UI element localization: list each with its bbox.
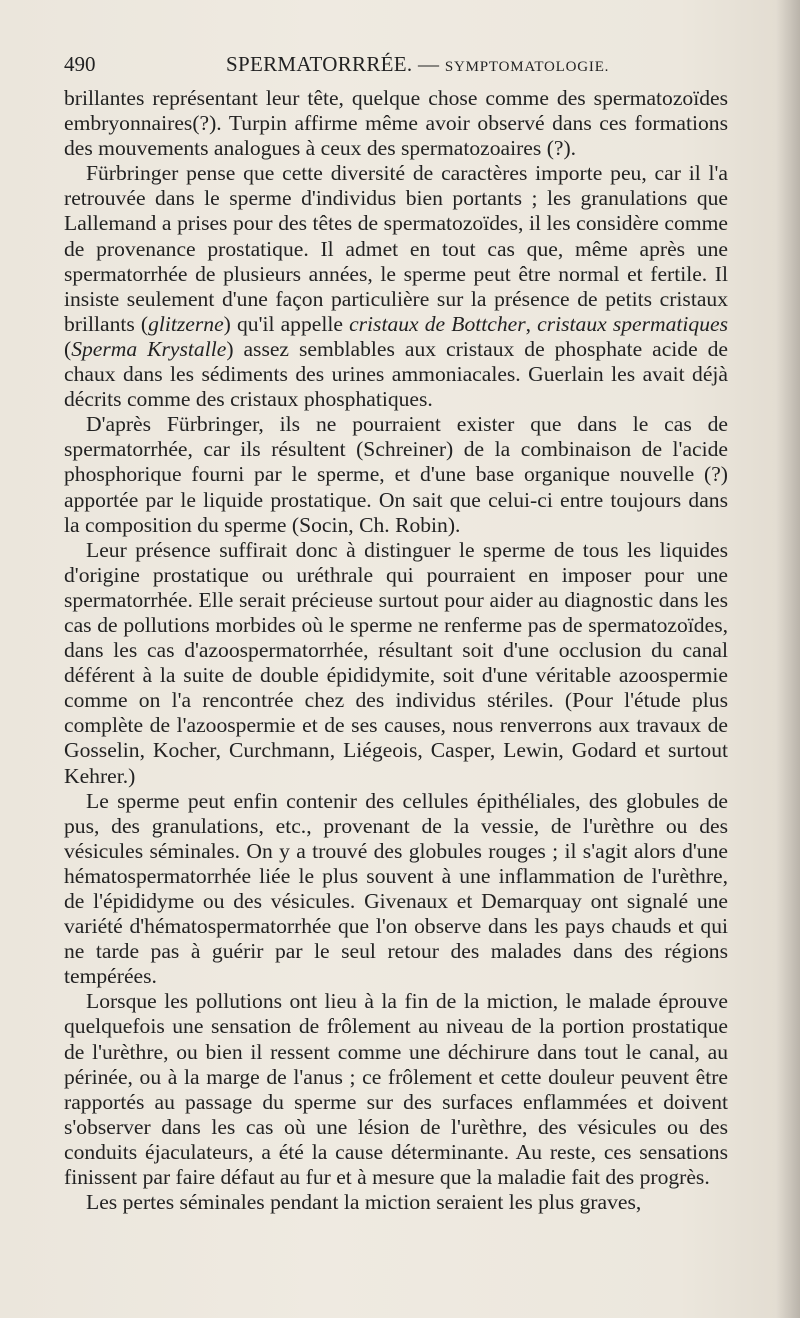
text-run: brillantes représentant leur tête, quelque chose comme des spermatozoïdes embryonnaires(?). Turpin affirme même avoir observé dans ces formations des mouvements analogues à ceux des spermatozoaires (?). <box>64 86 728 161</box>
running-header <box>64 52 728 82</box>
text-run: , <box>525 311 538 336</box>
page-number: 490 <box>64 52 96 76</box>
italic-term: cristaux spermatiques <box>537 311 728 336</box>
text-run: D'après Fürbringer, ils ne pourraient exister que dans le cas de spermatorrhée, car ils résultent (Schreiner) de la combinaison de l'acide phosphorique fourni par le sperme, et d'une base organique nouvelle (?) apportée par le liquide prostatique. On sait que celui-ci entre toujours dans la composition du sperme (Socin, Ch. Robin). <box>64 412 728 537</box>
paragraph <box>64 989 728 1190</box>
paragraph <box>64 1190 728 1215</box>
text-run: Fürbringer pense que cette diversité de caractères importe peu, car il l'a retrouvée dans le sperme d'individus bien portants ; les granulations que Lallemand a prises pour des têtes de spermatozoïdes, il les considère comme de provenance prostatique. Il admet en tout cas que, même après une spermatorrhée de plusieurs années, le sperme peut être normal et fertile. Il insiste seulement d'une façon particulière sur la présence de petits cristaux brillants ( <box>64 161 728 336</box>
text-run: Lorsque les pollutions ont lieu à la fin de la miction, le malade éprouve quelquefois une sensation de frôlement au niveau de la portion prostatique de l'urèthre, ou bien il ressent comme une déchirure dans tout le canal, au périnée, ou à la marge de l'anus ; ce frôlement et cette douleur peuvent être rapportés au passage du sperme sur des surfaces enflammées et doivent s'observer dans les cas où une lésion de l'urèthre, des vésicules ou des conduits éjaculateurs, a été la cause déterminante. Au reste, ces sensations finissent par faire défaut au fur et à mesure que la maladie fait des progrès. <box>64 989 728 1190</box>
text-run: Leur présence suffirait donc à distinguer le sperme de tous les liquides d'origine prostatique ou uréthrale qui pourraient en imposer pour une spermatorrhée. Elle serait précieuse surtout pour aider au diagnostic dans les cas de pollutions morbides où le sperme ne renferme pas de spermatozoïdes, dans les cas d'azoospermatorrhée, résultant soit d'une occlusion du canal déférent à la suite de double épididymite, soit d'une véritable azoospermie comme on l'a rencontrée chez des individus stériles. (Pour l'étude plus complète de l'azoospermie et de ses causes, nous renverrons aux travaux de Gosselin, Kocher, Curchmann, Liégeois, Casper, Lewin, Godard et surtout Kehrer.) <box>64 537 728 788</box>
running-title-main: SPERMATORRRÉE. — <box>226 52 440 76</box>
italic-term: glitzerne <box>148 311 224 336</box>
text-run: ) qu'il appelle <box>223 311 350 336</box>
paragraph <box>64 86 728 161</box>
text-run: Le sperme peut enfin contenir des cellules épithéliales, des globules de pus, des granulations, etc., provenant de la vessie, de l'urèthre ou des vésicules séminales. On y a trouvé des globules rouges ; il s'agit alors d'une hématospermatorrhée liée le plus souvent à une inflammation de l'urèthre, de l'épididyme ou des vésicules. Givenaux et Demarquay ont signalé une variété d'hématospermatorrhée que l'on observe dans les pays chauds et qui ne tarde pas à guérir par le seul retour des malades dans des régions tempérées. <box>64 788 728 989</box>
running-title-sub: SYMPTOMATOLOGIE. <box>444 59 610 75</box>
paragraph <box>64 161 728 412</box>
text-run: Les pertes séminales pendant la miction seraient les plus graves, <box>86 1190 642 1215</box>
body-text <box>64 86 728 1215</box>
italic-term: cristaux de Bottcher <box>349 311 526 336</box>
italic-term: Sperma Krystalle <box>71 336 227 361</box>
paragraph <box>64 789 728 990</box>
paragraph <box>64 538 728 789</box>
text-run: ) assez semblables aux cristaux de phosphate acide de chaux dans les sédiments des urines ammoniacales. Guerlain les avait déjà décrits comme des cristaux phosphatiques. <box>64 336 729 412</box>
running-title <box>226 52 609 77</box>
text-run: ( <box>64 336 72 361</box>
paragraph <box>64 412 728 537</box>
